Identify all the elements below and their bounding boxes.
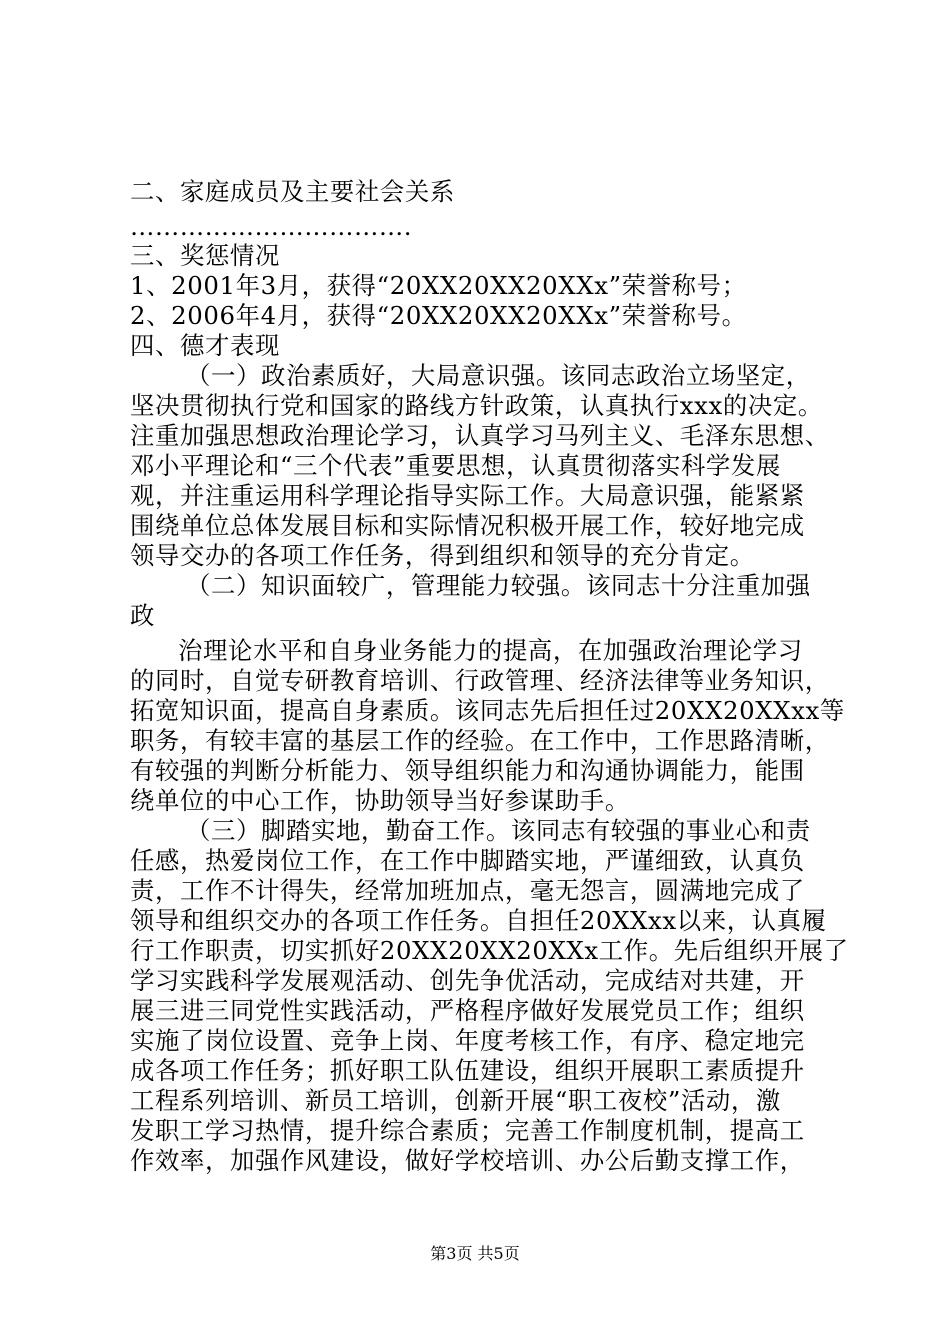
paragraph-line: （二）知识面较广，管理能力较强。该同志十分注重加强 [186,571,811,600]
paragraph-line: 政 [130,601,155,630]
paragraph-line: 学习实践科学发展观活动、创先争优活动，完成结对共建，开 [130,966,805,995]
paragraph-line: 发职工学习热情，提升综合素质；完善工作制度机制，提高工 [130,1116,805,1145]
ellipsis-line: ……………………………. [130,212,413,241]
page-number-footer: 第3页 共5页 [430,1244,520,1263]
paragraph-line: 职务，有较丰富的基层工作的经验。在工作中，工作思路清晰， [130,726,830,755]
award-item-2: 2、2006年4月，获得“20XX20XX20XXx”荣誉称号。 [130,301,747,330]
paragraph-line: 任感，热爱岗位工作，在工作中脚踏实地，严谨细致，认真负 [130,846,805,875]
paragraph-line: 工程系列培训、新员工培训，创新开展“职工夜校”活动，激 [130,1086,781,1115]
paragraph-line: 注重加强思想政治理论学习，认真学习马列主义、毛泽东思想、 [130,421,830,450]
section-heading-performance: 四、德才表现 [130,331,280,360]
paragraph-line: 作效率，加强作风建设，做好学校培训、办公后勤支撑工作， [130,1146,805,1175]
paragraph-line: 观，并注重运用科学理论指导实际工作。大局意识强，能紧紧 [130,481,805,510]
paragraph-line: 行工作职责，切实抓好20XX20XX20XXx工作。先后组织开展了 [130,936,849,965]
paragraph-line: 的同时，自觉专研教育培训、行政管理、经济法律等业务知识， [130,666,830,695]
paragraph-line: 展三进三同党性实践活动，严格程序做好发展党员工作；组织 [130,996,805,1025]
paragraph-line: （三）脚踏实地，勤奋工作。该同志有较强的事业心和责 [186,816,811,845]
award-item-1: 1、2001年3月，获得“20XX20XX20XXx”荣誉称号； [130,271,747,300]
paragraph-line: 绕单位的中心工作，协助领导当好参谋助手。 [130,786,630,815]
section-heading-rewards: 三、奖惩情况 [130,241,280,270]
paragraph-line: 有较强的判断分析能力、领导组织能力和沟通协调能力，能围 [130,756,805,785]
paragraph-line: 成各项工作任务；抓好职工队伍建设，组织开展职工素质提升 [130,1056,805,1085]
paragraph-line: 领导和组织交办的各项工作任务。自担任20XXxx以来，认真履 [130,906,827,935]
paragraph-line: 围绕单位总体发展目标和实际情况积极开展工作，较好地完成 [130,511,805,540]
paragraph-line: 坚决贯彻执行党和国家的路线方针政策，认真执行xxx的决定。 [130,391,823,420]
paragraph-line: 拓宽知识面，提高自身素质。该同志先后担任过20XX20XXxx等 [130,696,845,725]
paragraph-line: （一）政治素质好，大局意识强。该同志政治立场坚定， [186,361,811,390]
paragraph-line: 领导交办的各项工作任务，得到组织和领导的充分肯定。 [130,541,755,570]
paragraph-line: 治理论水平和自身业务能力的提高，在加强政治理论学习 [178,636,803,665]
paragraph-line: 实施了岗位设置、竞争上岗、年度考核工作，有序、稳定地完 [130,1026,805,1055]
section-heading-family: 二、家庭成员及主要社会关系 [130,177,455,206]
paragraph-line: 邓小平理论和“三个代表”重要思想，认真贯彻落实科学发展 [130,451,781,480]
paragraph-line: 责，工作不计得失，经常加班加点，毫无怨言，圆满地完成了 [130,876,805,905]
